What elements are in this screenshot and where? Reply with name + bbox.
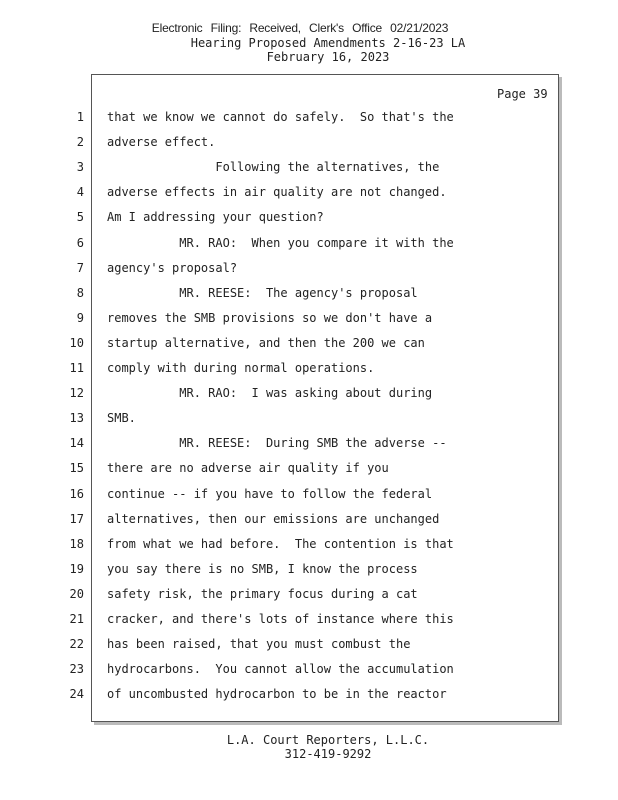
transcript-line — [0, 511, 600, 536]
transcript-line — [0, 385, 600, 410]
line-text: comply with during normal operations. — [107, 361, 375, 375]
reporter-phone: 312-419-9292 — [284, 747, 372, 761]
line-text: MR. REESE: During SMB the adverse -- — [107, 436, 447, 451]
line-text: safety risk, the primary focus during a cat — [107, 586, 418, 601]
line-number: 20 — [69, 586, 84, 601]
transcript-line — [0, 109, 600, 134]
line-text: SMB. — [107, 411, 136, 426]
line-text: removes the SMB provisions so we don't have a — [107, 310, 433, 325]
transcript-line — [0, 235, 600, 260]
transcript-line — [0, 360, 600, 385]
transcript-line — [0, 209, 600, 234]
line-number: 23 — [69, 662, 84, 677]
line-text: MR. RAO: When you compare it with the — [107, 235, 454, 250]
page-number: Page 39 — [497, 87, 548, 101]
line-number: 7 — [76, 260, 84, 275]
line-text: adverse effect. — [107, 135, 216, 150]
line-number: 16 — [69, 486, 84, 501]
line-number: 2 — [76, 135, 84, 150]
transcript-line — [0, 636, 600, 661]
transcript-line — [0, 134, 600, 159]
line-text: adverse effects in air quality are not changed. — [107, 185, 447, 200]
hearing-date: February 16, 2023 — [266, 50, 390, 64]
filing-stamp: Electronic Filing: Received, Clerk's Office 02/21/2023 — [151, 21, 449, 35]
line-number: 14 — [69, 436, 84, 451]
transcript-line — [0, 184, 600, 209]
line-number: 6 — [76, 235, 84, 250]
line-number: 9 — [76, 310, 84, 325]
transcript-line — [0, 661, 600, 686]
line-text: MR. RAO: I was asking about during — [107, 386, 433, 401]
line-text: hydrocarbons. You cannot allow the accumulation — [107, 662, 454, 677]
line-text: that we know we cannot do safely. So that's the — [107, 110, 454, 124]
line-number: 8 — [76, 285, 84, 300]
transcript-line — [0, 486, 600, 511]
reporter-name: L.A. Court Reporters, L.L.C. — [226, 733, 430, 747]
transcript-line — [0, 310, 600, 335]
line-text: continue -- if you have to follow the federal — [107, 486, 433, 501]
line-text: has been raised, that you must combust the — [107, 637, 411, 652]
transcript-line — [0, 460, 600, 485]
transcript-line — [0, 586, 600, 611]
transcript-line — [0, 561, 600, 586]
line-text: alternatives, then our emissions are unchanged — [107, 511, 440, 526]
line-text: MR. REESE: The agency's proposal — [107, 285, 418, 300]
transcript-line — [0, 159, 600, 184]
line-text: you say there is no SMB, I know the process — [107, 561, 418, 576]
line-text: agency's proposal? — [107, 260, 238, 275]
line-number: 12 — [69, 386, 84, 401]
line-text: startup alternative, and then the 200 we can — [107, 335, 425, 350]
line-number: 24 — [69, 687, 84, 702]
transcript-line — [0, 611, 600, 636]
line-number: 11 — [69, 361, 84, 375]
hearing-title: Hearing Proposed Amendments 2-16-23 LA — [190, 36, 466, 50]
line-number: 5 — [76, 210, 84, 225]
transcript-line — [0, 285, 600, 310]
transcript-line — [0, 435, 600, 460]
line-number: 13 — [69, 411, 84, 426]
line-text: cracker, and there's lots of instance where this — [107, 612, 454, 626]
line-text: Following the alternatives, the — [107, 160, 440, 175]
transcript-line — [0, 260, 600, 285]
line-text: there are no adverse air quality if you — [107, 461, 389, 476]
transcript-line — [0, 335, 600, 360]
line-number: 4 — [76, 185, 84, 200]
line-number: 15 — [69, 461, 84, 476]
line-text: of uncombusted hydrocarbon to be in the reactor — [107, 687, 447, 702]
line-number: 3 — [76, 160, 84, 175]
line-text: Am I addressing your question? — [107, 210, 324, 225]
line-number: 18 — [69, 536, 84, 551]
line-number: 19 — [69, 561, 84, 576]
line-number: 22 — [69, 637, 84, 652]
line-number: 17 — [69, 511, 84, 526]
line-number: 1 — [76, 110, 84, 124]
transcript-line — [0, 536, 600, 561]
line-number: 21 — [69, 612, 84, 626]
transcript-line — [0, 686, 600, 711]
line-text: from what we had before. The contention is that — [107, 536, 454, 551]
transcript-line — [0, 410, 600, 435]
line-number: 10 — [69, 335, 84, 350]
